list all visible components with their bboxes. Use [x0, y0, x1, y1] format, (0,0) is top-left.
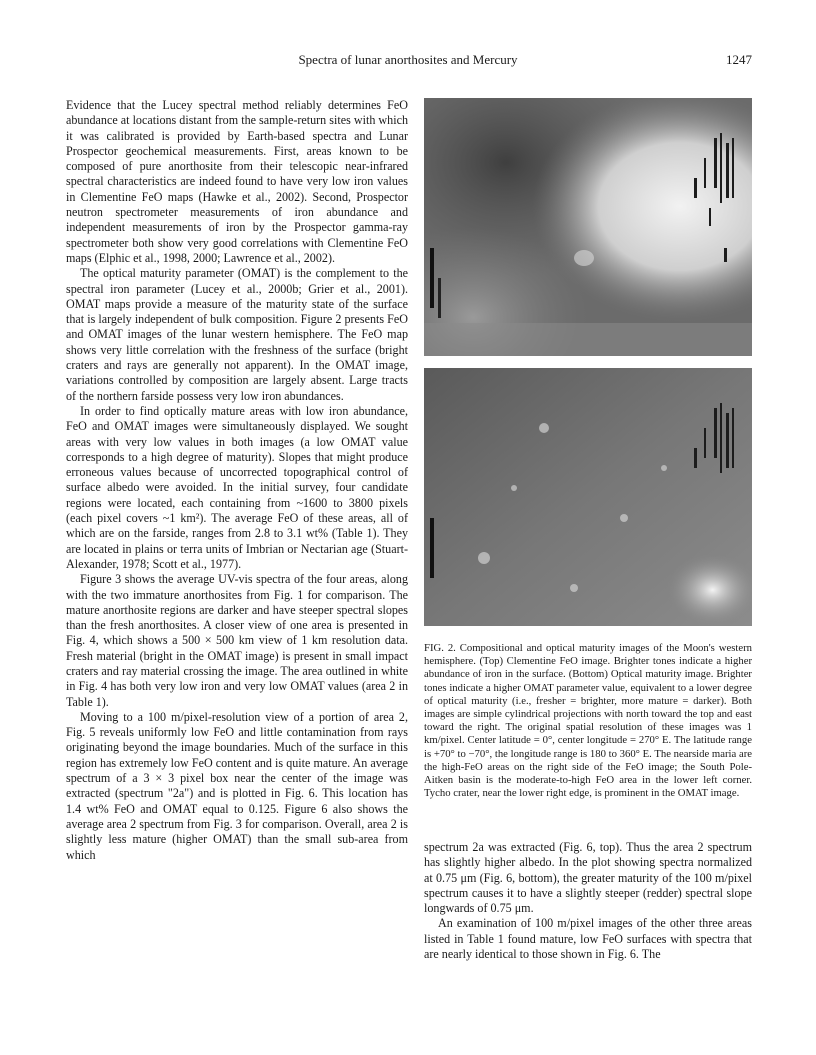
paragraph: An examination of 100 m/pixel images of the other three areas listed in Table 1 found mature, low FeO surfaces with spectra that are nearly identical to those shown in Fig. 6. The: [424, 916, 752, 962]
paragraph: In order to find optically mature areas with low iron abundance, FeO and OMAT images were simultaneously displayed. We sought areas with very low values in both images (a low OMAT value corresponds to a high degree of maturity). Slopes that might produce erroneous values because of uncorrected topographical control of surface albedo were avoided. In the initial survey, four candidate regions were located, each containing from ~1600 to 3800 pixels (each pixel covers ~1 km²). The average FeO of these areas, all of which are on the farside, ranges from 2.8 to 3.1 wt% (Table 1). They are located in plains or terra units of Imbrian or Nectarian age (Stuart-Alexander, 1978; Scott et al., 1977).: [66, 403, 408, 571]
feo-image: [424, 98, 752, 356]
running-title: Spectra of lunar anorthosites and Mercury: [298, 52, 518, 67]
omat-image: [424, 368, 752, 626]
paragraph: Figure 3 shows the average UV-vis spectra of the four areas, along with the two immature anorthosites from Fig. 1 for comparison. The mature anorthosite regions are darker and have steeper spectral slopes than the fresh anorthosites. A closer view of one area is presented in Fig. 4, which shows a 500 × 500 km view of 1 km resolution data. Fresh material (bright in the OMAT image) is present in small impact craters and ray material crossing the image. The area outlined in white in Fig. 4 has both very low iron and very low OMAT values (area 2 in Table 1).: [66, 572, 408, 709]
paragraph: spectrum 2a was extracted (Fig. 6, top). Thus the area 2 spectrum has slightly higher albedo. In the plot showing spectra normalized at 0.75 μm (Fig. 6, bottom), the greater maturity of the 100 m/pixel spectrum causes it to have a slightly steeper (redder) spectral slope longwards of 0.75 μm.: [424, 840, 752, 916]
right-text-column: [424, 840, 752, 962]
left-text-column: [66, 98, 408, 863]
paragraph: Moving to a 100 m/pixel-resolution view of a portion of area 2, Fig. 5 reveals uniformly low FeO and little contamination from rays originating beyond the image boundaries. Much of the surface in this region has extremely low FeO content and is quite mature. An average spectrum of a 3 × 3 pixel box near the center of the image was extracted (spectrum "2a") and is plotted in Fig. 6. This location has 1.4 wt% FeO and OMAT equal to 0.125. Figure 6 also shows the average area 2 spectrum from Fig. 3 for comparison. Overall, area 2 is slightly less mature (higher OMAT) than the small sub-area from which: [66, 709, 408, 862]
paragraph: The optical maturity parameter (OMAT) is the complement to the spectral iron parameter (Lucey et al., 2000b; Grier et al., 2001). OMAT maps provide a measure of the maturity state of the surface that is largely independent of bulk composition. Figure 2 presents FeO and OMAT images of the lunar western hemisphere. The FeO map shows very little correlation with the freshness of the surface (bright craters and rays are generally not apparent). In the OMAT image, variations controlled by composition are largely absent. Large tracts of the northern farside possess very low iron abundances.: [66, 266, 408, 403]
paragraph: Evidence that the Lucey spectral method reliably determines FeO abundance at locations distant from the sample-return sites with which it was calibrated is provided by Earth-based spectra and Lunar Prospector geochemical measurements. First, areas known to be composed of pure anorthosite from their telescopic near-infrared spectral characteristics are indeed found to have very low iron values in Clementine FeO maps (Hawke et al., 2002). Second, Prospector neutron spectrometer measurements of iron abundance and independent measurements of iron by the Prospector gamma-ray spectrometer both show very good correlations with Clementine FeO maps (Elphic et al., 1998, 2000; Lawrence et al., 2002).: [66, 98, 408, 265]
page-number: 1247: [726, 52, 752, 67]
figure-caption: FIG. 2. Compositional and optical maturity images of the Moon's western hemisphere. (Top) Clementine FeO image. Brighter tones indicate a higher abundance of iron in the surface. (Bottom) Optical maturity image. Brighter tones indicate a higher OMAT parameter value, equivalent to a lower degree of optical maturity (i.e., fresher = brighter, more mature = darker). Both images are simple cylindrical projections with north toward the top and east toward the right. The original spatial resolution of these images was 1 km/pixel. Center latitude = 0°, center longitude = 270° E. The latitude range is +70° to −70°, the longitude range is 180 to 360° E. The nearside maria are the high-FeO areas on the right side of the FeO image; the South Pole-Aitken basin is the moderate-to-high FeO area in the lower left corner. Tycho crater, near the lower right edge, is prominent in the OMAT image.: [424, 642, 752, 800]
